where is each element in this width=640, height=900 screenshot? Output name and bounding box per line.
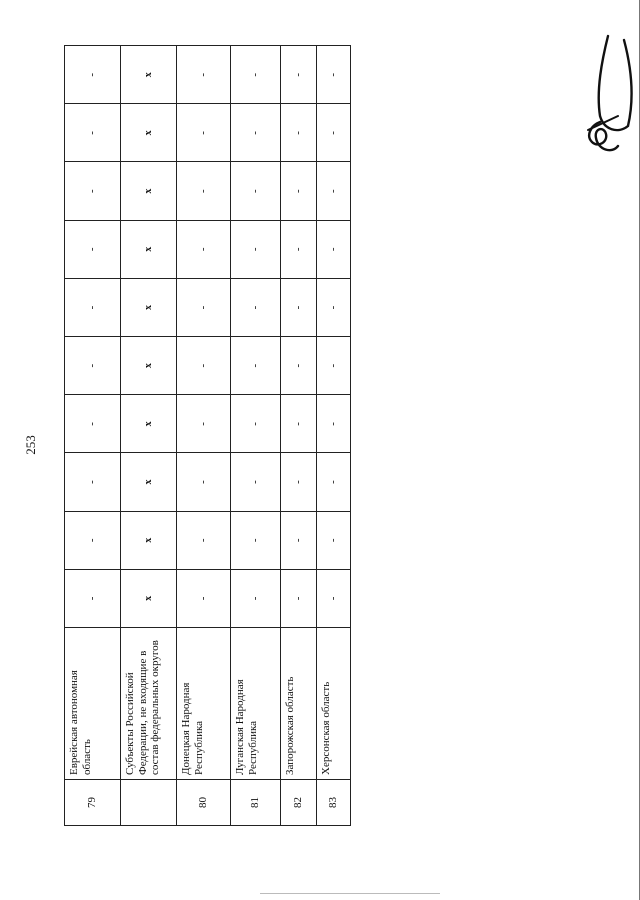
regions-table-rotated [64, 46, 350, 826]
value-cell: - [231, 104, 281, 162]
value-cell: - [317, 104, 351, 162]
value-cell: - [177, 278, 231, 336]
region-name: Луганская Народная Республика [231, 628, 281, 780]
value-cell: - [177, 511, 231, 569]
value-cell: - [65, 511, 121, 569]
value-cell: - [231, 337, 281, 395]
value-cell: - [317, 162, 351, 220]
value-cell: x [121, 278, 177, 336]
value-cell: - [177, 395, 231, 453]
value-cell: x [121, 104, 177, 162]
value-cell: - [317, 337, 351, 395]
row-number: 82 [281, 780, 317, 826]
value-cell: - [177, 569, 231, 627]
value-cell: - [281, 46, 317, 104]
value-cell: x [121, 453, 177, 511]
value-cell: - [65, 46, 121, 104]
page-number [14, 420, 48, 470]
region-name: Донецкая Народная Республика [177, 628, 231, 780]
value-cell: - [231, 511, 281, 569]
value-cell: - [317, 46, 351, 104]
table-row [231, 46, 281, 826]
value-cell: - [231, 162, 281, 220]
value-cell: - [281, 395, 317, 453]
page-number-text: 253 [23, 435, 38, 455]
table-row [65, 46, 121, 826]
value-cell: x [121, 511, 177, 569]
value-cell: - [281, 104, 317, 162]
value-cell: - [231, 278, 281, 336]
value-cell: x [121, 395, 177, 453]
value-cell: - [231, 220, 281, 278]
regions-table [64, 45, 351, 826]
table-row [121, 46, 177, 826]
value-cell: - [317, 220, 351, 278]
value-cell: - [317, 453, 351, 511]
value-cell: - [317, 569, 351, 627]
value-cell: - [231, 453, 281, 511]
table-row [317, 46, 351, 826]
value-cell: x [121, 220, 177, 278]
value-cell: - [177, 104, 231, 162]
region-name: Субъекты Российской Федерации, не входящие в состав федеральных округов [121, 628, 177, 780]
value-cell: x [121, 569, 177, 627]
value-cell: - [231, 395, 281, 453]
value-cell: - [65, 278, 121, 336]
value-cell: - [177, 337, 231, 395]
region-name: Херсонская область [317, 628, 351, 780]
value-cell: x [121, 162, 177, 220]
value-cell: - [231, 46, 281, 104]
value-cell: - [317, 395, 351, 453]
value-cell: - [281, 453, 317, 511]
regions-table-container [64, 46, 350, 826]
row-number [121, 780, 177, 826]
value-cell: - [231, 569, 281, 627]
value-cell: - [317, 278, 351, 336]
value-cell: x [121, 46, 177, 104]
value-cell: - [65, 395, 121, 453]
value-cell: - [177, 46, 231, 104]
table-row [281, 46, 317, 826]
region-name: Еврейская автономная область [65, 628, 121, 780]
value-cell: - [177, 162, 231, 220]
handwritten-signature [578, 30, 638, 160]
row-number: 79 [65, 780, 121, 826]
value-cell: - [177, 220, 231, 278]
scan-artifact-line [260, 893, 440, 894]
value-cell: - [317, 511, 351, 569]
region-name: Запорожская область [281, 628, 317, 780]
value-cell: - [177, 453, 231, 511]
value-cell: - [65, 104, 121, 162]
row-number: 83 [317, 780, 351, 826]
value-cell: - [281, 278, 317, 336]
value-cell: - [281, 511, 317, 569]
value-cell: - [281, 337, 317, 395]
value-cell: - [65, 162, 121, 220]
value-cell: - [65, 337, 121, 395]
value-cell: - [65, 453, 121, 511]
row-number: 80 [177, 780, 231, 826]
value-cell: - [65, 569, 121, 627]
value-cell: x [121, 337, 177, 395]
value-cell: - [281, 220, 317, 278]
table-row [177, 46, 231, 826]
value-cell: - [65, 220, 121, 278]
row-number: 81 [231, 780, 281, 826]
value-cell: - [281, 162, 317, 220]
value-cell: - [281, 569, 317, 627]
